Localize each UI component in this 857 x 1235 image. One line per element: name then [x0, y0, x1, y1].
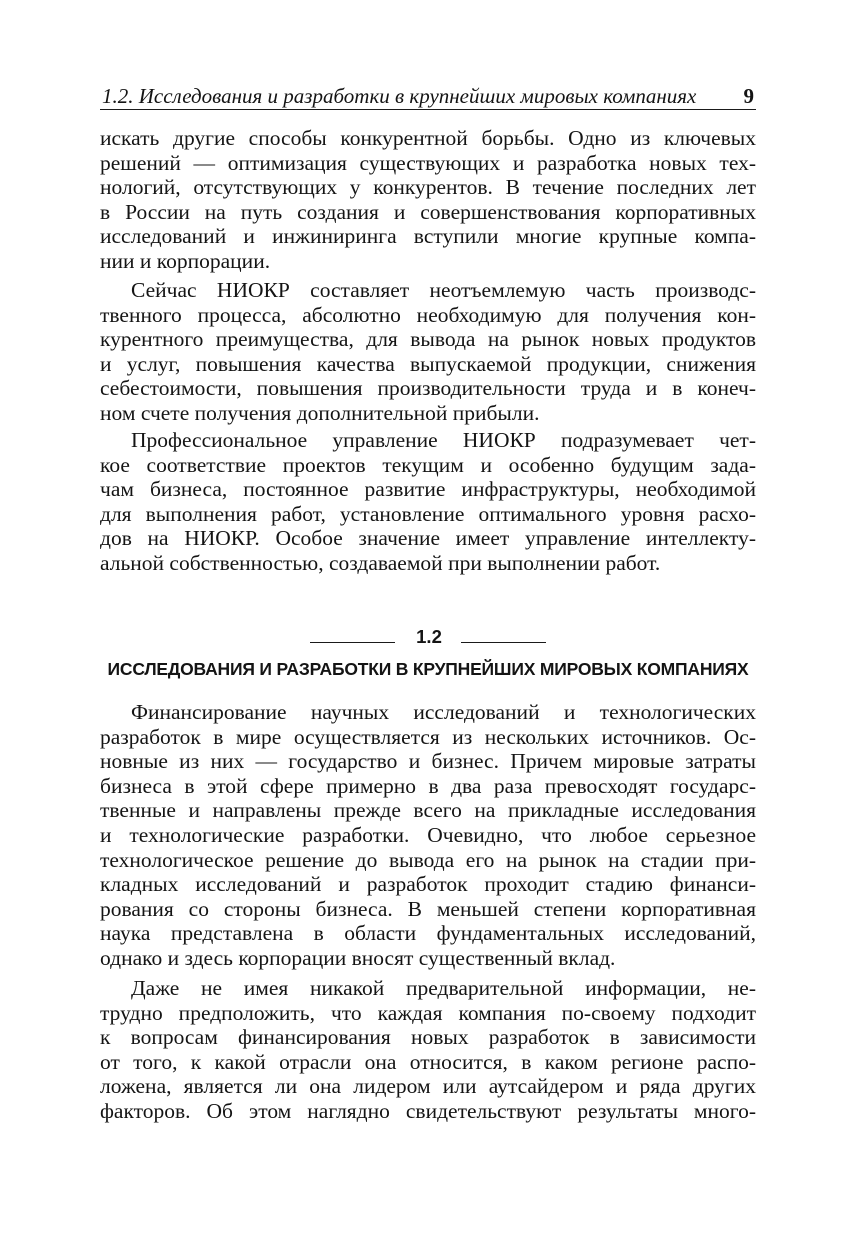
- text-line: и технологические разработки. Очевидно, что любое серьезное: [100, 822, 756, 847]
- text-line: бизнеса в этой сфере примерно в два раза превосходят государс-: [100, 773, 756, 798]
- text-line: однако и здесь корпорации вносят существенный вклад.: [100, 945, 616, 970]
- book-page: [100, 0, 756, 1235]
- text-line: Финансирование научных исследований и технологических: [131, 700, 756, 724]
- text-line: себестоимости, повышения производительности труда и в конеч-: [100, 376, 756, 401]
- text-line: искать другие способы конкурентной борьбы. Одно из ключевых: [100, 126, 756, 150]
- text-line: твенные и направлены прежде всего на прикладные исследования: [100, 798, 756, 823]
- section-rule-right: [461, 642, 546, 643]
- text-line: ном счете получения дополнительной прибыли.: [100, 400, 540, 425]
- text-line: ложена, является ли она лидером или аутсайдером и ряда других: [100, 1074, 756, 1099]
- text-line: разработок в мире осуществляется из нескольких источников. Ос-: [100, 724, 756, 749]
- text-line: нии и корпорации.: [100, 248, 271, 273]
- paragraph-2: [100, 278, 756, 426]
- text-line: Профессиональное управление НИОКР подразумевает чет-: [131, 428, 756, 452]
- section-paragraph-1: [100, 700, 756, 971]
- section-rule-left: [310, 642, 395, 643]
- section-paragraph-2: [100, 976, 756, 1124]
- section-number-row: [100, 624, 756, 650]
- text-line: и услуг, повышения качества выпускаемой продукции, снижения: [100, 351, 756, 376]
- text-line: Сейчас НИОКР составляет неотъемлемую часть производс-: [131, 278, 756, 302]
- text-line: чам бизнеса, постоянное развитие инфраструктуры, необходимой: [100, 477, 756, 502]
- text-line: кладных исследований и разработок проходит стадию финанси-: [100, 872, 756, 897]
- section-title: ИССЛЕДОВАНИЯ И РАЗРАБОТКИ В КРУПНЕЙШИХ МИРОВЫХ КОМПАНИЯХ: [107, 659, 749, 679]
- text-line: нологий, отсутствующих у конкурентов. В течение последних лет: [100, 175, 756, 200]
- text-line: в России на путь создания и совершенствования корпоративных: [100, 199, 756, 224]
- running-title: 1.2. Исследования и разработки в крупнейших мировых компаниях: [102, 84, 697, 108]
- text-line: Даже не имея никакой предварительной информации, не-: [131, 976, 756, 1000]
- text-line: факторов. Об этом наглядно свидетельствуют результаты много-: [100, 1098, 756, 1123]
- text-line: исследований и инжиниринга вступили многие крупные компа-: [100, 224, 756, 249]
- text-line: решений — оптимизация существующих и разработка новых тех-: [100, 150, 756, 175]
- paragraph-3: [100, 428, 756, 576]
- text-line: кое соответствие проектов текущим и особенно будущим зада-: [100, 452, 756, 477]
- text-line: рования со стороны бизнеса. В меньшей степени корпоративная: [100, 896, 756, 921]
- running-head: [100, 83, 756, 110]
- text-line: для выполнения работ, установление оптимального уровня расхо-: [100, 501, 756, 526]
- text-line: трудно предположить, что каждая компания по-своему подходит: [100, 1000, 756, 1025]
- text-line: альной собственностью, создаваемой при выполнении работ.: [100, 550, 661, 575]
- text-line: курентного преимущества, для вывода на рынок новых продуктов: [100, 327, 756, 352]
- text-line: новные из них — государство и бизнес. Причем мировые затраты: [100, 749, 756, 774]
- paragraph-1: [100, 126, 756, 274]
- section-number: 1.2: [416, 626, 442, 647]
- text-line: технологическое решение до вывода его на рынок на стадии при-: [100, 847, 756, 872]
- text-line: к вопросам финансирования новых разработок в зависимости: [100, 1025, 756, 1050]
- page-number: 9: [743, 84, 754, 108]
- text-line: твенного процесса, абсолютно необходимую для получения кон-: [100, 302, 756, 327]
- text-line: от того, к какой отрасли она относится, в каком регионе распо-: [100, 1049, 756, 1074]
- text-line: наука представлена в области фундаментальных исследований,: [100, 921, 756, 946]
- text-line: дов на НИОКР. Особое значение имеет управление интеллекту-: [100, 526, 756, 551]
